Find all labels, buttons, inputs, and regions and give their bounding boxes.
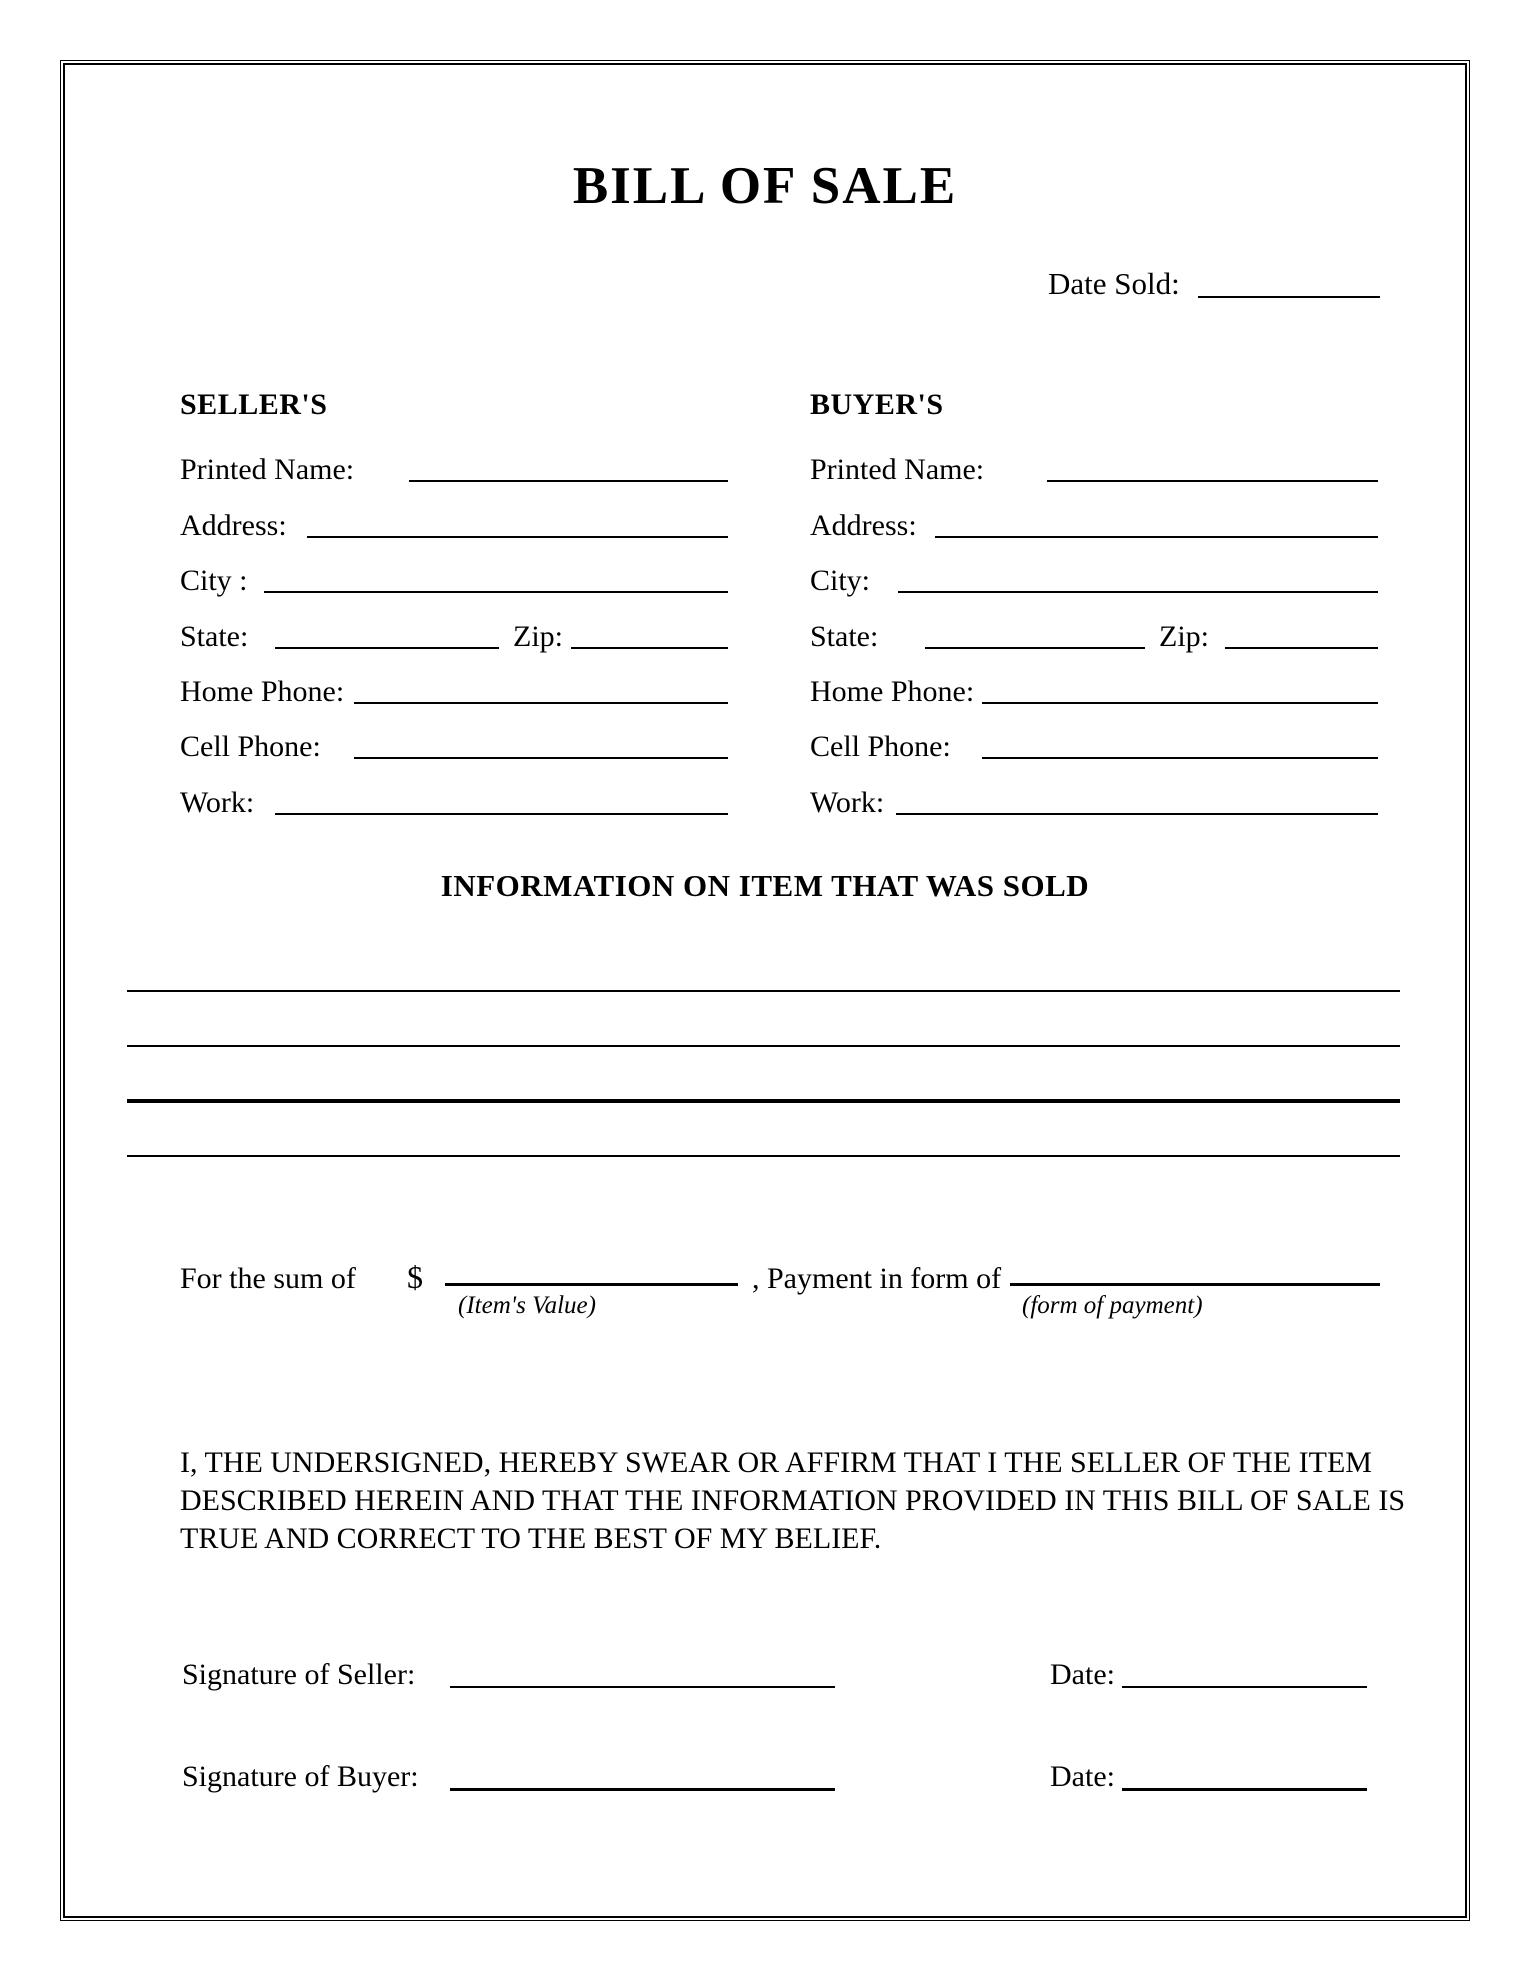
date-sold-label: Date Sold: xyxy=(1048,265,1180,301)
buyer-printed-name-label: Printed Name: xyxy=(810,453,985,487)
buyer-heading: BUYER'S xyxy=(810,388,944,421)
seller-cell-phone-label: Cell Phone: xyxy=(180,730,321,764)
payment-form-field[interactable] xyxy=(1010,1283,1380,1286)
buyer-work-row xyxy=(810,765,1378,820)
buyer-home-phone-label: Home Phone: xyxy=(810,674,975,708)
item-info-line-1[interactable] xyxy=(127,990,1400,992)
seller-work-field[interactable] xyxy=(275,813,728,815)
affirmation-paragraph xyxy=(180,1444,1405,1558)
signature-buyer-label: Signature of Buyer: xyxy=(182,1760,419,1793)
seller-zip-field[interactable] xyxy=(571,647,728,649)
buyer-home-phone-field[interactable] xyxy=(982,702,1378,704)
affirmation-line-1: I, THE UNDERSIGNED, HEREBY SWEAR OR AFFIRM THAT I THE SELLER OF THE ITEM xyxy=(180,1446,1372,1479)
seller-home-phone-row xyxy=(180,655,728,710)
buyer-state-zip-row xyxy=(810,599,1378,654)
buyer-cell-phone-field[interactable] xyxy=(982,757,1378,759)
seller-zip-label: Zip: xyxy=(513,619,563,653)
buyer-address-label: Address: xyxy=(810,508,917,542)
buyer-home-phone-row xyxy=(810,655,1378,710)
seller-work-label: Work: xyxy=(180,785,255,819)
buyer-section xyxy=(810,388,1378,821)
buyer-zip-label: Zip: xyxy=(1159,619,1209,653)
affirmation-line-3: TRUE AND CORRECT TO THE BEST OF MY BELIEF. xyxy=(180,1522,882,1555)
item-info-line-3[interactable] xyxy=(127,1099,1400,1103)
seller-address-label: Address: xyxy=(180,508,287,542)
buyer-work-field[interactable] xyxy=(896,813,1378,815)
item-info-line-4[interactable] xyxy=(127,1155,1400,1157)
seller-cell-phone-row xyxy=(180,710,728,765)
buyer-cell-phone-label: Cell Phone: xyxy=(810,730,951,764)
seller-date-field[interactable] xyxy=(1122,1686,1367,1688)
signature-seller-label: Signature of Seller: xyxy=(182,1658,416,1691)
date-sold-field[interactable] xyxy=(1198,266,1380,298)
seller-city-row xyxy=(180,544,728,599)
buyer-work-label: Work: xyxy=(810,785,885,819)
buyer-address-row xyxy=(810,488,1378,543)
buyer-zip-field[interactable] xyxy=(1225,647,1378,649)
seller-cell-phone-field[interactable] xyxy=(354,757,728,759)
payment-form-label: , Payment in form of xyxy=(752,1262,1002,1295)
seller-home-phone-field[interactable] xyxy=(354,702,728,704)
seller-printed-name-label: Printed Name: xyxy=(180,453,355,487)
signature-seller-field[interactable] xyxy=(450,1686,835,1688)
buyer-city-label: City: xyxy=(810,564,871,598)
page-title: BILL OF SALE xyxy=(572,157,958,215)
buyer-cell-phone-row xyxy=(810,710,1378,765)
dollar-sign: $ xyxy=(407,1259,423,1295)
buyer-state-field[interactable] xyxy=(925,647,1145,649)
seller-printed-name-field[interactable] xyxy=(409,480,728,482)
buyer-state-label: State: xyxy=(810,619,879,653)
seller-city-label: City : xyxy=(180,564,248,598)
date-sold-row xyxy=(1048,266,1380,301)
seller-home-phone-label: Home Phone: xyxy=(180,674,345,708)
sum-prefix-label: For the sum of xyxy=(180,1262,356,1295)
affirmation-line-2: DESCRIBED HEREIN AND THAT THE INFORMATION PROVIDED IN THIS BILL OF SALE IS xyxy=(180,1484,1406,1517)
seller-work-row xyxy=(180,765,728,820)
signature-buyer-field[interactable] xyxy=(450,1788,835,1791)
seller-section xyxy=(180,388,728,821)
seller-address-field[interactable] xyxy=(307,536,728,538)
seller-heading: SELLER'S xyxy=(180,388,328,421)
seller-city-field[interactable] xyxy=(264,591,728,593)
buyer-date-label: Date: xyxy=(1050,1760,1115,1793)
item-info-heading: INFORMATION ON ITEM THAT WAS SOLD xyxy=(440,868,1090,903)
item-value-caption: (Item's Value) xyxy=(458,1292,596,1319)
item-info-line-2[interactable] xyxy=(127,1045,1400,1047)
seller-printed-name-row xyxy=(180,433,728,488)
seller-address-row xyxy=(180,488,728,543)
seller-state-label: State: xyxy=(180,619,249,653)
seller-state-zip-row xyxy=(180,599,728,654)
buyer-printed-name-field[interactable] xyxy=(1047,480,1378,482)
payment-form-caption: (form of payment) xyxy=(1022,1292,1203,1319)
buyer-date-field[interactable] xyxy=(1122,1788,1367,1791)
seller-date-label: Date: xyxy=(1050,1658,1115,1691)
buyer-printed-name-row xyxy=(810,433,1378,488)
item-value-field[interactable] xyxy=(445,1283,738,1286)
buyer-address-field[interactable] xyxy=(935,536,1378,538)
buyer-city-field[interactable] xyxy=(898,591,1378,593)
buyer-city-row xyxy=(810,544,1378,599)
seller-state-field[interactable] xyxy=(275,647,499,649)
